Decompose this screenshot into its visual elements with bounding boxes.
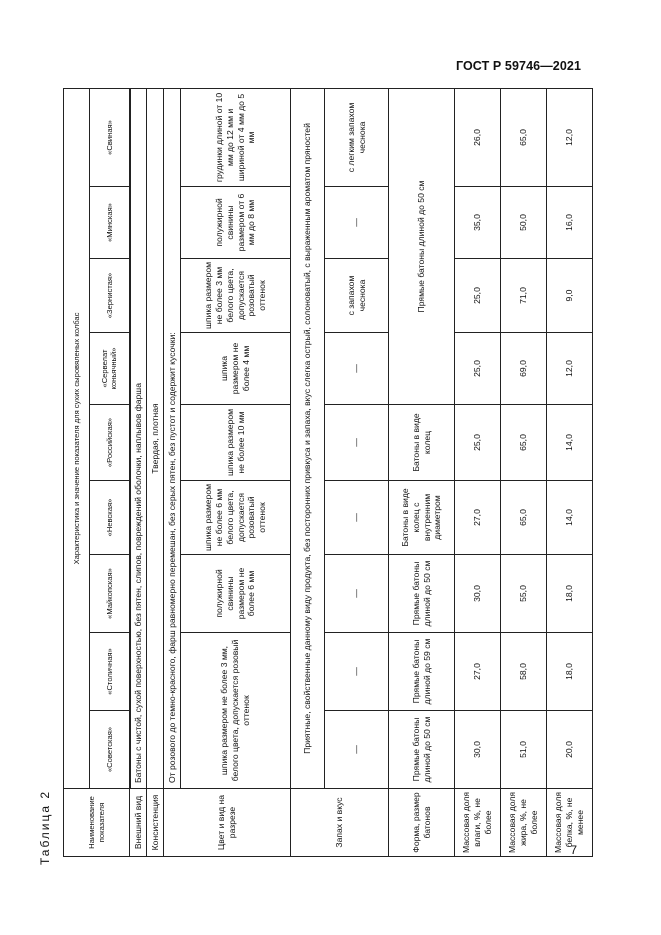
moisture-value: 27,0 (455, 633, 501, 711)
row-label-smell: Запах и вкус (291, 789, 389, 857)
column-header: «Зернистая» (90, 259, 130, 333)
shape-cell: Прямые батоны длиной до 59 см (389, 633, 455, 711)
color-cell: шпика размером не более 10 мм (181, 405, 291, 481)
smell-cell: — (325, 405, 389, 481)
protein-value: 18,0 (547, 555, 593, 633)
row-label-fat: Массовая доля жира, %, не более (501, 789, 547, 857)
moisture-value: 25,0 (455, 333, 501, 405)
fat-value: 69,0 (501, 333, 547, 405)
column-header: «Невская» (90, 481, 130, 555)
smell-cell: с запахом чеснока (325, 259, 389, 333)
fat-value: 65,0 (501, 405, 547, 481)
characteristics-table (63, 88, 593, 857)
column-header: «Минская» (90, 187, 130, 259)
column-header: «Свиная» (90, 88, 130, 186)
smell-cell: — (325, 187, 389, 259)
column-header: «Столичная» (90, 633, 130, 711)
protein-value: 12,0 (547, 333, 593, 405)
smell-cell: — (325, 333, 389, 405)
row-label-moisture: Массовая доля влаги, %, не более (455, 789, 501, 857)
consistency-value: Твердая, плотная (147, 88, 164, 788)
protein-value: 12,0 (547, 88, 593, 186)
column-header: «Советская» (90, 711, 130, 789)
fat-value: 65,0 (501, 481, 547, 555)
row-label-color: Цвет и вид на разрезе (164, 789, 291, 857)
group-header: Характеристика и значение показателя для сухих сыровяленых колбас (64, 88, 90, 788)
protein-value: 14,0 (547, 481, 593, 555)
shape-cell: Батоны в виде колец (389, 405, 455, 481)
color-cell: шпика размером не более 3 мм белого цвета, допускается розоватый оттенок (181, 259, 291, 333)
row-label-protein: Массовая доля белка, %, не менее (547, 789, 593, 857)
shape-cell: Батоны в виде колец с внутренним диаметром (389, 481, 455, 555)
fat-value: 58,0 (501, 633, 547, 711)
column-header: «Сервелат коньячный» (90, 333, 130, 405)
shape-cell: Прямые батоны длиной до 50 см (389, 711, 455, 789)
rotated-table-container (63, 89, 583, 857)
page-number: 7 (570, 843, 577, 857)
column-header: «Майкопская» (90, 555, 130, 633)
fat-value: 65,0 (501, 88, 547, 186)
smell-cell: — (325, 555, 389, 633)
smell-cell: — (325, 481, 389, 555)
protein-value: 18,0 (547, 633, 593, 711)
shape-cell-merged: Прямые батоны длиной до 50 см (389, 88, 455, 404)
color-cell: полужирной свинины размером от 6 мм до 8 мм (181, 187, 291, 259)
moisture-value: 30,0 (455, 555, 501, 633)
color-cell: шпика размером не более 3 мм, белого цвета, допускается розовый оттенок (181, 633, 291, 789)
protein-value: 9,0 (547, 259, 593, 333)
smell-common-text: Приятные, свойственные данному виду продукта, без посторонних привкуса и запаха, вкус слегка острый, солоноватый, с выраженным ароматом пряностей (291, 88, 325, 788)
protein-value: 20,0 (547, 711, 593, 789)
table-caption: Таблица 2 (38, 789, 52, 865)
moisture-value: 25,0 (455, 259, 501, 333)
param-header: Наименование показателя (64, 789, 130, 857)
moisture-value: 30,0 (455, 711, 501, 789)
smell-cell: — (325, 711, 389, 789)
color-common-text: От розового до темно-красного, фарш равномерно перемешан, без серых пятен, без пустот и содержит кусочки: (164, 88, 181, 788)
smell-cell: с легким запахом чеснока (325, 88, 389, 186)
fat-value: 71,0 (501, 259, 547, 333)
protein-value: 16,0 (547, 187, 593, 259)
row-label-consistency: Консистенция (147, 789, 164, 857)
color-cell: шпика размером не более 6 мм белого цвета, допускается розоватый оттенок (181, 481, 291, 555)
document-header: ГОСТ Р 59746—2021 (455, 59, 581, 73)
color-cell: грудинки длиной от 10 мм до 12 мм и шириной от 4 мм до 5 мм (181, 88, 291, 186)
fat-value: 55,0 (501, 555, 547, 633)
shape-cell: Прямые батоны длиной до 50 см (389, 555, 455, 633)
fat-value: 50,0 (501, 187, 547, 259)
moisture-value: 35,0 (455, 187, 501, 259)
row-label-appearance: Внешний вид (130, 789, 147, 857)
smell-cell: — (325, 633, 389, 711)
fat-value: 51,0 (501, 711, 547, 789)
color-cell: полужирной свинины размером не более 6 мм (181, 555, 291, 633)
column-header: «Российская» (90, 405, 130, 481)
appearance-value: Батоны с чистой, сухой поверхностью, без пятен, слипов, повреждений оболочки, наплывов фарша (130, 88, 147, 788)
moisture-value: 25,0 (455, 405, 501, 481)
protein-value: 14,0 (547, 405, 593, 481)
moisture-value: 27,0 (455, 481, 501, 555)
row-label-shape: Форма, размер батонов (389, 789, 455, 857)
color-cell: шпика размером не более 4 мм (181, 333, 291, 405)
moisture-value: 26,0 (455, 88, 501, 186)
